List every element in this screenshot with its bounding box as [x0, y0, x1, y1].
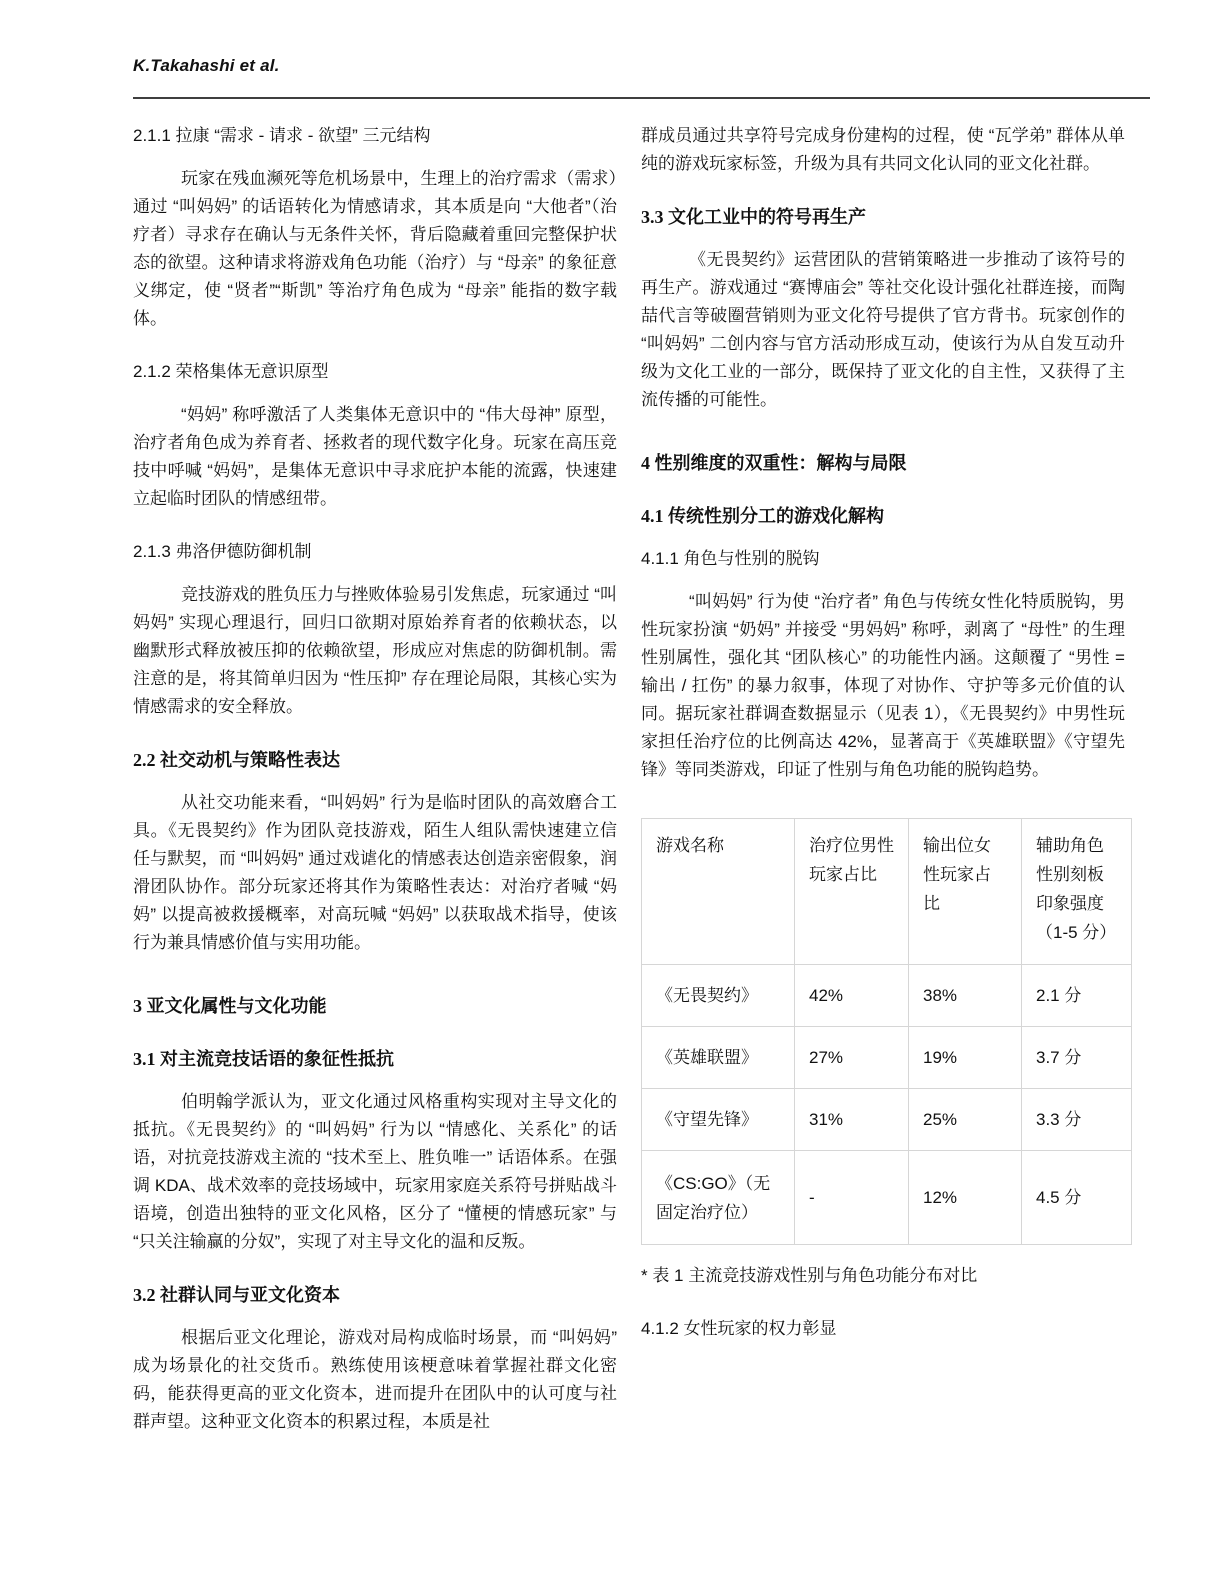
cell-game-name: 《无畏契约》: [642, 965, 795, 1027]
left-column: [133, 122, 617, 1459]
heading-3-2: 3.2 社群认同与亚文化资本: [133, 1285, 340, 1305]
heading-3: 3 亚文化属性与文化功能: [133, 996, 327, 1016]
cell-stereotype: 3.7 分: [1022, 1027, 1132, 1089]
table-row: [642, 965, 1132, 1027]
table-header-stereotype-score: 辅助角色性别刻板印象强度（1-5 分）: [1022, 819, 1132, 965]
table-header-heal-male-ratio: 治疗位男性玩家占比: [795, 819, 909, 965]
heading-3-3: 3.3 文化工业中的符号再生产: [641, 207, 866, 227]
right-column: [641, 122, 1125, 1459]
cell-game-name: 《英雄联盟》: [642, 1027, 795, 1089]
paragraph-3-1: 伯明翰学派认为，亚文化通过风格重构实现对主导文化的抵抗。《无畏契约》的 “叫妈妈” 行为以 “情感化、关系化” 的话语，对抗竞技游戏主流的 “技术至上、胜负唯一” 话语体系。在强调 KDA、战术效率的竞技场域中，玩家用家庭关系符号拼贴战斗语境，创造出独特的亚文化风格，区分了 “懂梗的情感玩家” 与 “只关注输赢的分奴”，实现了对主导文化的温和反叛。: [133, 1092, 617, 1251]
paragraph-4-1-1: “叫妈妈” 行为使 “治疗者” 角色与传统女性化特质脱钩，男性玩家扮演 “奶妈” 并接受 “男妈妈” 称呼，剥离了 “母性” 的生理性别属性，强化其 “团队核心” 的功能性内涵。这颠覆了 “男性 = 输出 / 扛伤” 的暴力叙事，体现了对协作、守护等多元价值的认同。据玩家社群调查数据显示（见表 1），《无畏契约》中男性玩家担任治疗位的比例高达 42%，显著高于《英雄联盟》《守望先锋》等同类游戏，印证了性别与角色功能的脱钩趋势。: [641, 592, 1125, 779]
running-head: [133, 56, 1150, 99]
cell-heal-male: 27%: [795, 1027, 909, 1089]
cell-stereotype: 2.1 分: [1022, 965, 1132, 1027]
paragraph-2-1-3: 竞技游戏的胜负压力与挫败体验易引发焦虑，玩家通过 “叫妈妈” 实现心理退行，回归口欲期对原始养育者的依赖状态，以幽默形式释放被压抑的依赖欲望，形成应对焦虑的防御机制。需注意的是，将其简单归因为 “性压抑” 存在理论局限，其核心实为情感需求的安全释放。: [133, 585, 617, 716]
cell-dps-female: 38%: [909, 965, 1022, 1027]
cell-game-name: 《守望先锋》: [642, 1089, 795, 1151]
heading-4-1-2: 4.1.2 女性玩家的权力彰显: [641, 1319, 837, 1338]
cell-heal-male: 31%: [795, 1089, 909, 1151]
heading-3-1: 3.1 对主流竞技话语的象征性抵抗: [133, 1049, 394, 1069]
table-header-dps-female-ratio: 输出位女性玩家占比: [909, 819, 1022, 965]
cell-game-name: 《CS:GO》（无固定治疗位）: [642, 1151, 795, 1245]
heading-2-2: 2.2 社交动机与策略性表达: [133, 750, 340, 770]
header-rule: [133, 97, 1150, 99]
heading-4-1: 4.1 传统性别分工的游戏化解构: [641, 506, 884, 526]
paragraph-2-1-2: “妈妈” 称呼激活了人类集体无意识中的 “伟大母神” 原型，治疗者角色成为养育者、拯救者的现代数字化身。玩家在高压竞技中呼喊 “妈妈”，是集体无意识中寻求庇护本能的流露，快速建立起临时团队的情感纽带。: [133, 405, 617, 508]
table-1-gender-role-comparison: [641, 818, 1132, 1245]
heading-4: 4 性别维度的双重性：解构与局限: [641, 453, 907, 473]
cell-stereotype: 4.5 分: [1022, 1151, 1132, 1245]
two-column-body: [133, 122, 1150, 1459]
cell-stereotype: 3.3 分: [1022, 1089, 1132, 1151]
cell-dps-female: 12%: [909, 1151, 1022, 1245]
table-row: [642, 1151, 1132, 1245]
cell-heal-male: 42%: [795, 965, 909, 1027]
table-row: [642, 1089, 1132, 1151]
heading-2-1-2: 2.1.2 荣格集体无意识原型: [133, 362, 329, 381]
cell-heal-male: -: [795, 1151, 909, 1245]
paragraph-2-2: 从社交功能来看，“叫妈妈” 行为是临时团队的高效磨合工具。《无畏契约》作为团队竞技游戏，陌生人组队需快速建立信任与默契，而 “叫妈妈” 通过戏谑化的情感表达创造亲密假象，润滑团队协作。部分玩家还将其作为策略性表达：对治疗者喊 “妈妈” 以提高被救援概率，对高玩喊 “妈妈” 以获取战术指导，使该行为兼具情感价值与实用功能。: [133, 793, 617, 952]
cell-dps-female: 25%: [909, 1089, 1022, 1151]
author-line: K.Takahashi et al.: [133, 56, 280, 75]
table-header-game-name: 游戏名称: [642, 819, 795, 965]
paragraph-2-1-1: 玩家在残血濒死等危机场景中，生理上的治疗需求（需求）通过 “叫妈妈” 的话语转化为情感请求，其本质是向 “大他者”（治疗者）寻求存在确认与无条件关怀，背后隐藏着重回完整保护状态的欲望。这种请求将游戏角色功能（治疗）与 “母亲” 的象征意义绑定，使 “贤者”“斯凯” 等治疗角色成为 “母亲” 能指的数字载体。: [133, 169, 617, 328]
paragraph-3-2: 根据后亚文化理论，游戏对局构成临时场景，而 “叫妈妈” 成为场景化的社交货币。熟练使用该梗意味着掌握社群文化密码，能获得更高的亚文化资本，进而提升在团队中的认可度与社群声望。这种亚文化资本的积累过程，本质是社: [133, 1328, 617, 1431]
heading-2-1-1: 2.1.1 拉康 “需求 - 请求 - 欲望” 三元结构: [133, 126, 431, 145]
table-row: [642, 1027, 1132, 1089]
paragraph-3-2-continuation: 群成员通过共享符号完成身份建构的过程，使 “瓦学弟” 群体从单纯的游戏玩家标签，升级为具有共同文化认同的亚文化社群。: [641, 126, 1125, 173]
heading-2-1-3: 2.1.3 弗洛伊德防御机制: [133, 542, 312, 561]
table-1-caption: * 表 1 主流竞技游戏性别与角色功能分布对比: [641, 1266, 978, 1285]
cell-dps-female: 19%: [909, 1027, 1022, 1089]
heading-4-1-1: 4.1.1 角色与性别的脱钩: [641, 549, 820, 568]
paragraph-3-3: 《无畏契约》运营团队的营销策略进一步推动了该符号的再生产。游戏通过 “赛博庙会” 等社交化设计强化社群连接，而陶喆代言等破圈营销则为亚文化符号提供了官方背书。玩家创作的 “叫妈妈” 二创内容与官方活动形成互动，使该行为从自发互动升级为文化工业的一部分，既保持了亚文化的自主性，又获得了主流传播的可能性。: [641, 250, 1125, 409]
table-header-row: [642, 819, 1132, 965]
